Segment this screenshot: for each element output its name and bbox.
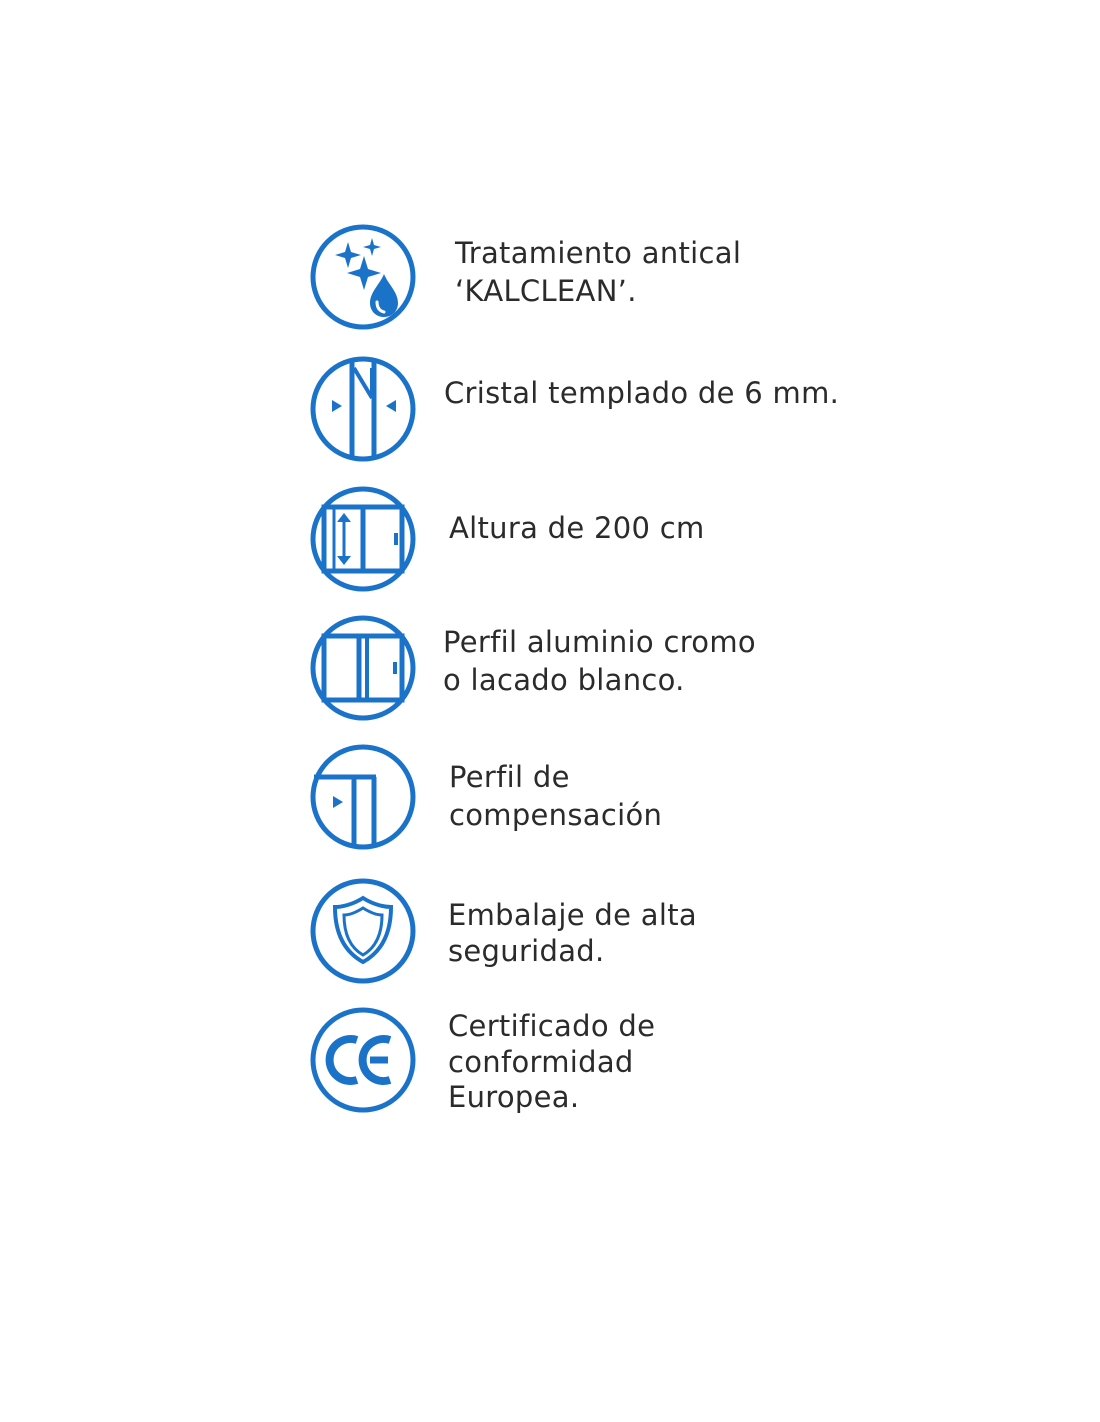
feature-text [448, 1009, 655, 1116]
shield-icon [308, 876, 418, 986]
feature-text [448, 898, 697, 969]
aluminium-profile-icon [308, 613, 418, 723]
feature-line: compensación [449, 798, 663, 833]
ce-mark-icon [308, 1005, 418, 1115]
sparkle-drop-icon [308, 222, 418, 332]
feature-line: Europea. [448, 1080, 580, 1115]
feature-line: Tratamiento antical [455, 236, 742, 270]
feature-text [449, 758, 662, 835]
feature-text [449, 509, 705, 547]
feature-line: Embalaje de alta [448, 898, 697, 932]
feature-text [443, 623, 756, 700]
feature-line: Certificado de [448, 1009, 656, 1043]
feature-compensation [0, 742, 1100, 852]
feature-height [0, 484, 1100, 594]
feature-line: Perfil de [449, 760, 570, 794]
feature-line: Cristal templado de 6 mm. [444, 376, 840, 410]
tempered-glass-icon [308, 354, 418, 464]
compensation-profile-icon [308, 742, 418, 852]
feature-line: o lacado blanco. [443, 663, 685, 698]
feature-profile [0, 613, 1100, 723]
feature-line: seguridad. [448, 933, 605, 968]
feature-line: Altura de 200 cm [449, 511, 705, 545]
feature-line: conformidad [448, 1044, 634, 1079]
feature-line: ‘KALCLEAN’. [455, 274, 637, 309]
feature-text [455, 234, 741, 311]
height-icon [308, 484, 418, 594]
feature-line: Perfil aluminio cromo [443, 625, 756, 659]
feature-certificate [0, 1005, 1100, 1115]
feature-text [444, 374, 839, 412]
feature-glass [0, 354, 1100, 464]
feature-packaging [0, 876, 1100, 986]
feature-antical [0, 222, 1100, 332]
